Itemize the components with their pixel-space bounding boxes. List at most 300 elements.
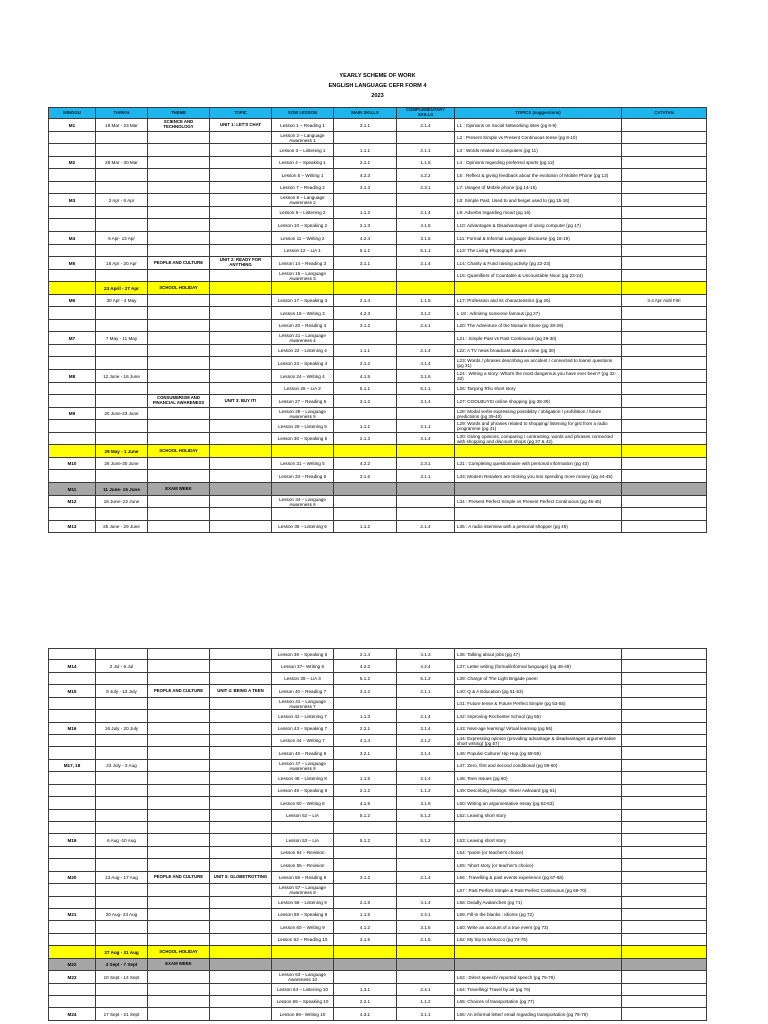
lesson-cell bbox=[272, 810, 334, 822]
lesson-cell bbox=[272, 307, 334, 320]
main-skill-cell bbox=[334, 383, 397, 395]
topic-cell bbox=[210, 194, 272, 207]
topic-cell bbox=[210, 760, 272, 772]
date-cell bbox=[96, 785, 148, 797]
topic-suggestion-cell bbox=[455, 934, 622, 946]
remark-cell bbox=[622, 370, 707, 383]
date-text: 7 May - 11 May bbox=[105, 335, 138, 341]
date-cell bbox=[96, 508, 148, 521]
week-cell bbox=[48, 946, 96, 959]
date-cell bbox=[96, 685, 148, 698]
date-text: 25 June - 29 June bbox=[103, 524, 140, 529]
date-text: 2 Jul - 6 Jul bbox=[109, 663, 134, 669]
remark-cell bbox=[622, 822, 707, 834]
topic-suggestion-cell bbox=[455, 834, 622, 847]
lesson-text: Lesson 4 – Speaking 1 bbox=[279, 160, 326, 165]
topic-cell bbox=[210, 119, 272, 132]
complementary-skill-cell bbox=[397, 648, 455, 660]
remark-cell bbox=[622, 847, 707, 859]
topic-cell bbox=[210, 182, 272, 194]
lesson-text: Lesson 60 – Writing 9 bbox=[280, 924, 325, 930]
lesson-cell bbox=[272, 496, 334, 508]
remark-cell bbox=[622, 470, 707, 483]
theme-cell bbox=[148, 132, 210, 144]
week-cell bbox=[48, 144, 96, 157]
complementary-skill-text: 3.1.1 bbox=[420, 1011, 431, 1017]
remark-cell bbox=[622, 182, 707, 194]
topic-cell bbox=[210, 735, 272, 747]
theme-cell bbox=[148, 673, 210, 685]
theme-cell bbox=[148, 270, 210, 282]
main-skill-text: 2.1.4 bbox=[359, 298, 371, 303]
main-skill-text: 4.1.5 bbox=[359, 800, 371, 806]
complementary-skill-cell bbox=[397, 470, 455, 483]
table-row bbox=[48, 747, 707, 760]
date-cell bbox=[96, 132, 148, 144]
lesson-cell bbox=[272, 157, 334, 169]
week-cell bbox=[48, 219, 96, 232]
lesson-cell bbox=[272, 420, 334, 433]
lesson-text: Lesson 58 – Listening 9 bbox=[278, 900, 327, 905]
week-cell bbox=[48, 132, 96, 144]
week-cell bbox=[48, 797, 96, 810]
week-text: M8 bbox=[68, 373, 76, 379]
week-cell bbox=[48, 408, 96, 420]
topic-cell bbox=[210, 710, 272, 723]
complementary-skill-cell bbox=[397, 270, 455, 282]
main-skill-cell bbox=[334, 698, 397, 710]
week-text: M16 bbox=[67, 726, 77, 731]
theme-text: CONSUMERISM AND FINANCIAL AWARENESS bbox=[152, 395, 205, 405]
lesson-text: Lesson 22 – Listening 4 bbox=[278, 348, 327, 353]
topic-cell bbox=[210, 648, 272, 660]
theme-cell bbox=[148, 698, 210, 710]
main-skill-cell bbox=[334, 119, 397, 132]
remark-cell bbox=[622, 648, 707, 660]
remark-cell bbox=[622, 357, 707, 370]
lesson-text: Lesson 20 – Reading 4 bbox=[278, 323, 327, 328]
topic-cell bbox=[210, 219, 272, 232]
topic-suggestion-cell bbox=[455, 710, 622, 723]
main-skill-text: 5.1.1 bbox=[359, 248, 371, 253]
topic-suggestion-cell bbox=[455, 797, 622, 810]
main-skill-cell bbox=[334, 345, 397, 357]
table-row bbox=[48, 897, 707, 909]
topic-cell bbox=[210, 420, 272, 433]
topic-suggestion-text: L62: My trip to Morocco (pg 74-75) bbox=[457, 937, 528, 942]
topic-suggestion-cell bbox=[455, 232, 622, 245]
year-line: 2023 bbox=[371, 93, 384, 99]
main-skill-cell bbox=[334, 921, 397, 934]
main-skill-cell bbox=[334, 971, 397, 984]
lesson-text: Lesson 42 – Listening 7 bbox=[278, 713, 327, 719]
topic-cell bbox=[210, 872, 272, 884]
date-text: 27 Aug - 31 Aug bbox=[104, 949, 139, 955]
lesson-text: Lesson 30 – Speaking 5 bbox=[277, 436, 328, 441]
theme-cell bbox=[148, 810, 210, 822]
theme-cell bbox=[148, 834, 210, 847]
complementary-skill-text: 4.2.4 bbox=[420, 663, 431, 669]
week-cell bbox=[48, 698, 96, 710]
topic-suggestion-text: L21 : Simple Past vs Past Continuous (pg 29-30) bbox=[457, 335, 557, 341]
topic-suggestion-cell bbox=[455, 872, 622, 884]
topic-cell bbox=[210, 859, 272, 872]
complementary-skill-cell bbox=[397, 946, 455, 959]
lesson-text: Lesson 54 – Revision bbox=[280, 850, 325, 855]
lesson-cell bbox=[272, 884, 334, 897]
complementary-skill-cell bbox=[397, 698, 455, 710]
topic-cell bbox=[210, 483, 272, 496]
complementary-skill-cell bbox=[397, 822, 455, 834]
remark-cell bbox=[622, 710, 707, 723]
topic-cell bbox=[210, 685, 272, 698]
remark-cell bbox=[622, 270, 707, 282]
topic-suggestion-text: L46: Popular Culture/ Hip Hop (pg 58-59) bbox=[457, 750, 541, 756]
lesson-cell bbox=[272, 320, 334, 332]
lesson-text: Lesson 65 – Speaking 10 bbox=[276, 999, 329, 1004]
complementary-skill-cell bbox=[397, 834, 455, 847]
lesson-cell bbox=[272, 685, 334, 698]
topic-suggestion-cell bbox=[455, 946, 622, 959]
complementary-skill-cell bbox=[397, 182, 455, 194]
topic-suggestion-text: L 18 : Admiring someone famous (pg 27) bbox=[457, 310, 540, 316]
week-cell bbox=[48, 182, 96, 194]
remark-cell bbox=[622, 332, 707, 345]
main-skill-cell bbox=[334, 295, 397, 307]
column-header-label: THEME bbox=[170, 109, 187, 115]
main-skill-text: 3.1.5 bbox=[359, 937, 371, 942]
complementary-skill-cell bbox=[397, 320, 455, 332]
remark-cell bbox=[622, 219, 707, 232]
table-row bbox=[48, 872, 707, 884]
main-skill-cell bbox=[334, 458, 397, 470]
main-skill-cell bbox=[334, 648, 397, 660]
complementary-skill-text: 3.1.5 bbox=[420, 924, 431, 930]
lesson-cell bbox=[272, 772, 334, 785]
topic-suggestion-cell bbox=[455, 723, 622, 735]
theme-cell bbox=[148, 483, 210, 496]
remark-cell bbox=[622, 144, 707, 157]
topic-suggestion-text: L2 : Present Simple vs Present Continuous tense (pg 8-10) bbox=[457, 135, 578, 140]
week-cell bbox=[48, 194, 96, 207]
main-skill-cell bbox=[334, 408, 397, 420]
theme-cell bbox=[148, 648, 210, 660]
date-cell bbox=[96, 847, 148, 859]
week-cell bbox=[48, 710, 96, 723]
lesson-cell bbox=[272, 395, 334, 408]
week-cell bbox=[48, 921, 96, 934]
title-line: YEARLY SCHEME OF WORK bbox=[339, 73, 416, 79]
date-cell bbox=[96, 710, 148, 723]
week-cell bbox=[48, 760, 96, 772]
complementary-skill-text: 3.1.6 bbox=[420, 800, 431, 806]
topic-suggestion-text: L26: Tanjong Rhu short story bbox=[457, 386, 516, 391]
week-cell bbox=[48, 685, 96, 698]
document-title bbox=[48, 71, 707, 101]
week-cell bbox=[48, 169, 96, 182]
topic-cell bbox=[210, 157, 272, 169]
remark-cell bbox=[622, 834, 707, 847]
main-skill-cell bbox=[334, 496, 397, 508]
main-skill-cell bbox=[334, 959, 397, 971]
lesson-text: Lesson 5 – Writing 1 bbox=[281, 172, 324, 178]
remark-cell bbox=[622, 872, 707, 884]
topic-cell bbox=[210, 934, 272, 946]
topic-suggestion-cell bbox=[455, 648, 622, 660]
complementary-skill-cell bbox=[397, 508, 455, 521]
topic-suggestion-text: L23: Words / phrases describing an accident / connected to loans/ questions (pg 31) bbox=[457, 358, 613, 368]
topic-cell bbox=[210, 295, 272, 307]
column-header-label: TOPIC bbox=[233, 109, 248, 115]
topic-cell bbox=[210, 496, 272, 508]
topic-suggestion-cell bbox=[455, 345, 622, 357]
topic-suggestion-cell bbox=[455, 897, 622, 909]
lesson-text: Lesson 27 – Reading 5 bbox=[278, 398, 327, 404]
complementary-skill-cell bbox=[397, 723, 455, 735]
main-skill-text: 1.1.2 bbox=[359, 210, 371, 215]
topic-suggestion-cell bbox=[455, 332, 622, 345]
topic-suggestion-text: L52: Leaving short story bbox=[457, 813, 507, 818]
remark-cell bbox=[622, 859, 707, 872]
topic-cell bbox=[210, 169, 272, 182]
table-row bbox=[48, 710, 707, 723]
theme-cell bbox=[148, 723, 210, 735]
lesson-cell bbox=[272, 219, 334, 232]
complementary-skill-text: 4.1.4 bbox=[420, 900, 431, 905]
date-cell bbox=[96, 884, 148, 897]
main-skill-cell bbox=[334, 219, 397, 232]
topic-suggestion-cell bbox=[455, 408, 622, 420]
remark-cell bbox=[622, 946, 707, 959]
date-cell bbox=[96, 872, 148, 884]
week-text: M4 bbox=[68, 235, 76, 241]
theme-cell bbox=[148, 282, 210, 295]
main-skill-cell bbox=[334, 747, 397, 760]
topic-cell bbox=[210, 897, 272, 909]
main-skill-cell bbox=[334, 357, 397, 370]
lesson-text: Lesson 24 – Writing 4 bbox=[280, 373, 325, 379]
remark-cell bbox=[622, 660, 707, 673]
table-row bbox=[48, 785, 707, 797]
topic-cell bbox=[210, 433, 272, 445]
week-cell bbox=[48, 859, 96, 872]
complementary-skill-text: 2.1.5 bbox=[420, 937, 431, 942]
lesson-cell bbox=[272, 797, 334, 810]
date-cell bbox=[96, 760, 148, 772]
theme-cell bbox=[148, 169, 210, 182]
lesson-cell bbox=[272, 872, 334, 884]
topic-text: UNIT 1: LET'S CHAT bbox=[219, 121, 262, 127]
topic-suggestion-text: L20: The Adventure of the Musarin Stone (pg 28-29) bbox=[457, 323, 564, 328]
remark-cell bbox=[622, 157, 707, 169]
week-cell bbox=[48, 357, 96, 370]
main-skill-cell bbox=[334, 685, 397, 698]
week-cell bbox=[48, 395, 96, 408]
lesson-cell bbox=[272, 859, 334, 872]
topic-suggestion-text: L30: Giving opinions, comparing / contrasting, words and phrases connected with shopping and discount shops (pg 37 & 42) bbox=[457, 433, 613, 444]
topic-suggestion-cell bbox=[455, 1008, 622, 1021]
topic-suggestion-text: L14: Charity & Fund raising activity (pg 22-23) bbox=[457, 260, 551, 266]
table-row bbox=[48, 934, 707, 946]
theme-cell bbox=[148, 909, 210, 921]
lesson-text: Lesson 35 – Listening 6 bbox=[278, 524, 327, 529]
theme-cell bbox=[148, 971, 210, 984]
week-text: M15 bbox=[67, 688, 77, 694]
theme-cell bbox=[148, 921, 210, 934]
table-row bbox=[48, 1008, 707, 1021]
table-row bbox=[48, 760, 707, 772]
main-skill-cell bbox=[334, 723, 397, 735]
week-cell bbox=[48, 345, 96, 357]
lesson-cell bbox=[272, 735, 334, 747]
table-row bbox=[48, 470, 707, 483]
date-text: 26 June-30 June bbox=[104, 461, 139, 466]
topic-cell bbox=[210, 785, 272, 797]
lesson-text: Lesson 12 – LiA 1 bbox=[284, 248, 321, 253]
topic-suggestion-cell bbox=[455, 320, 622, 332]
complementary-skill-cell bbox=[397, 420, 455, 433]
week-text: M13 bbox=[67, 524, 77, 529]
date-cell bbox=[96, 772, 148, 785]
lesson-cell bbox=[272, 207, 334, 219]
complementary-skill-cell bbox=[397, 921, 455, 934]
main-skill-cell bbox=[334, 772, 397, 785]
topic-suggestion-text: L59: Fill-in the blanks : Idioms (pg 72) bbox=[457, 912, 534, 917]
date-cell bbox=[96, 433, 148, 445]
theme-cell bbox=[148, 207, 210, 219]
week-cell bbox=[48, 270, 96, 282]
complementary-skill-cell bbox=[397, 458, 455, 470]
topic-suggestion-cell bbox=[455, 219, 622, 232]
theme-cell bbox=[148, 470, 210, 483]
main-skill-text: 1.1.1 bbox=[359, 147, 371, 153]
complementary-skill-cell bbox=[397, 971, 455, 984]
topic-cell bbox=[210, 270, 272, 282]
complementary-skill-text: 2.1.4 bbox=[420, 875, 431, 880]
lesson-text: Lesson 56 – Reading 9 bbox=[278, 875, 327, 880]
topic-suggestion-cell bbox=[455, 395, 622, 408]
complementary-skill-cell bbox=[397, 433, 455, 445]
main-skill-cell bbox=[334, 320, 397, 332]
complementary-skill-text: 2.3.1 bbox=[420, 461, 431, 466]
topic-suggestion-text: L58: Deadly Avalanches (pg 71) bbox=[457, 900, 523, 905]
remark-cell bbox=[622, 295, 707, 307]
lesson-cell bbox=[272, 433, 334, 445]
complementary-skill-text: 2.4.1 bbox=[420, 323, 431, 328]
week-cell bbox=[48, 470, 96, 483]
remark-cell bbox=[622, 760, 707, 772]
complementary-skill-text: 2.1.4 bbox=[420, 348, 431, 353]
week-cell bbox=[48, 496, 96, 508]
table-row bbox=[48, 884, 707, 897]
table-row bbox=[48, 395, 707, 408]
topic-suggestion-cell bbox=[455, 370, 622, 383]
topic-suggestion-cell bbox=[455, 470, 622, 483]
complementary-skill-text: 1.1.2 bbox=[420, 999, 431, 1004]
main-skill-text: 2.1.3 bbox=[359, 222, 371, 228]
complementary-skill-cell bbox=[397, 370, 455, 383]
theme-text: PEOPLE AND CULTURE bbox=[153, 687, 204, 693]
main-skill-cell bbox=[334, 395, 397, 408]
main-skill-cell bbox=[334, 909, 397, 921]
main-skill-cell bbox=[334, 760, 397, 772]
topic-cell bbox=[210, 307, 272, 320]
topic-suggestion-cell bbox=[455, 307, 622, 320]
lesson-text: Lesson 1 – Reading 1 bbox=[280, 122, 325, 128]
date-cell bbox=[96, 332, 148, 345]
week-cell bbox=[48, 785, 96, 797]
main-skill-text: 2.1.2 bbox=[359, 360, 371, 366]
complementary-skill-text: 2.1.4 bbox=[420, 524, 431, 529]
column-header-remarks bbox=[622, 107, 707, 119]
topic-suggestion-cell bbox=[455, 810, 622, 822]
week-cell bbox=[48, 521, 96, 533]
lesson-cell bbox=[272, 282, 334, 295]
lesson-text: Lesson 64 – Listening 10 bbox=[276, 987, 329, 992]
table-row bbox=[48, 320, 707, 332]
theme-cell bbox=[148, 847, 210, 859]
date-cell bbox=[96, 207, 148, 219]
complementary-skill-text: 3.1.5 bbox=[420, 235, 431, 241]
exam-row bbox=[48, 483, 707, 496]
main-skill-text: 4.3.1 bbox=[359, 1011, 371, 1017]
main-skill-text: 2.1.5 bbox=[359, 900, 371, 905]
week-text: M5 bbox=[68, 260, 76, 266]
remark-cell bbox=[622, 996, 707, 1008]
topic-cell bbox=[210, 747, 272, 760]
main-skill-cell bbox=[334, 470, 397, 483]
lesson-cell bbox=[272, 698, 334, 710]
week-cell bbox=[48, 834, 96, 847]
complementary-skill-cell bbox=[397, 119, 455, 132]
week-cell bbox=[48, 282, 96, 295]
remark-cell bbox=[622, 420, 707, 433]
column-header-week bbox=[48, 107, 96, 119]
remark-cell bbox=[622, 797, 707, 810]
lesson-text: Lesson 55 – Revision bbox=[280, 862, 325, 868]
remark-cell bbox=[622, 245, 707, 257]
lesson-cell bbox=[272, 458, 334, 470]
week-cell bbox=[48, 772, 96, 785]
complementary-skill-text: 4.2.2 bbox=[420, 172, 431, 178]
date-cell bbox=[96, 673, 148, 685]
complementary-skill-cell bbox=[397, 934, 455, 946]
topic-suggestion-text: L29: Words and phrases related to shopping/ listening for gist from a radio programme (pg 41) bbox=[457, 421, 608, 431]
main-skill-cell bbox=[334, 445, 397, 458]
topic-suggestion-cell bbox=[455, 909, 622, 921]
lesson-cell bbox=[272, 270, 334, 282]
date-cell bbox=[96, 182, 148, 194]
week-cell bbox=[48, 971, 96, 984]
topic-cell bbox=[210, 383, 272, 395]
remark-cell bbox=[622, 521, 707, 533]
complementary-skill-text: 2.4.1 bbox=[420, 987, 431, 992]
topic-suggestion-text: L49: Describing feelings: Yikes! Awkward (pg 61) bbox=[457, 788, 557, 793]
remark-cell bbox=[622, 698, 707, 710]
theme-cell bbox=[148, 785, 210, 797]
complementary-skill-cell bbox=[397, 483, 455, 496]
column-header-label: TARIKH bbox=[113, 109, 130, 115]
topic-suggestion-cell bbox=[455, 182, 622, 194]
complementary-skill-text: 1.1.5 bbox=[420, 160, 431, 165]
complementary-skill-cell bbox=[397, 760, 455, 772]
topic-suggestion-text: L11: Formal & Informal Language/ discourse (pg 18-19) bbox=[457, 235, 570, 241]
lesson-text: Lesson 37– Writing 6 bbox=[280, 663, 325, 669]
topic-suggestion-cell bbox=[455, 458, 622, 470]
main-skill-cell bbox=[334, 508, 397, 521]
column-header-label: MINGGU bbox=[63, 109, 81, 115]
topic-suggestion-text: L5 : Reflect & giving feedback about the evolution of Mobile Phone (pg 13) bbox=[457, 172, 609, 178]
